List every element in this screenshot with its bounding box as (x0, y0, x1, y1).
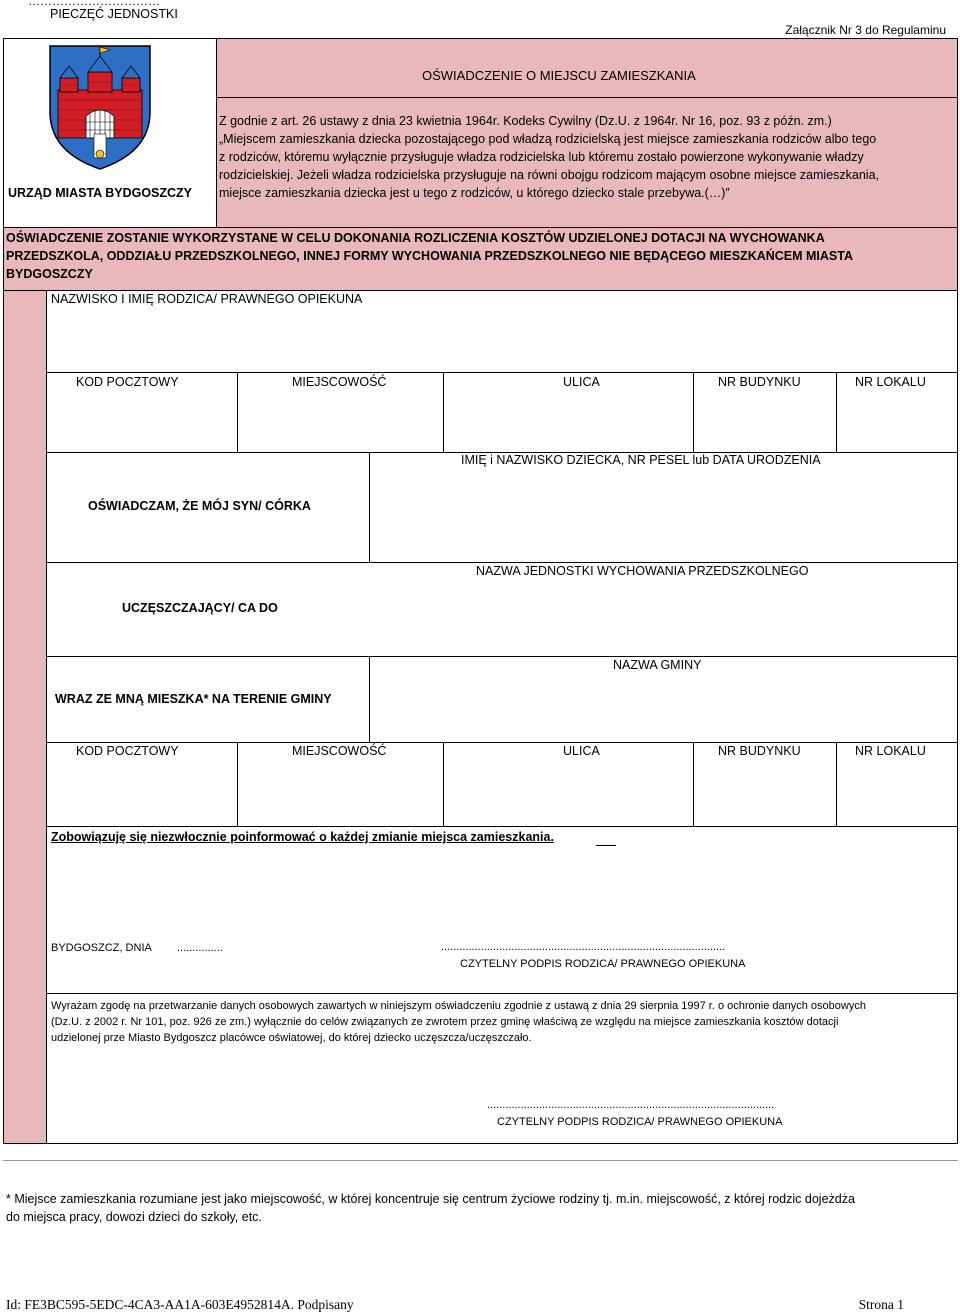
locality-input[interactable] (238, 392, 443, 451)
signature-line[interactable]: ............................................................................................. (441, 941, 726, 953)
street-label: ULICA (563, 744, 600, 758)
purpose-line: PRZEDSZKOLA, ODDZIAŁU PRZEDSZKOLNEGO, INNEJ FORMY WYCHOWANIA PRZEDSZKOLNEGO NIE BĘDĄCEGO MIESZKAŃCEM MIASTA (6, 249, 854, 263)
apartment-number-input-2[interactable] (837, 762, 956, 825)
legal-basis-line: Z godnie z art. 26 ustawy z dnia 23 kwietnia 1964r. Kodeks Cywilny (Dz.U. z 1964r. Nr 16, poz. 93 z późn. zm.) (219, 114, 832, 128)
commune-name-input[interactable] (370, 676, 956, 741)
institution-name-label: NAZWA JEDNOSTKI WYCHOWANIA PRZEDSZKOLNEGO (476, 564, 809, 578)
postal-code-label: KOD POCZTOWY (76, 744, 179, 758)
apartment-number-label: NR LOKALU (855, 744, 926, 758)
signature-label: CZYTELNY PODPIS RODZICA/ PRAWNEGO OPIEKUNA (460, 958, 746, 970)
legal-basis-line: rodzicielskiej. Jeżeli władza rodzicielska przysługuje na równi obojgu rodzicom mającym osobne miejsce zamieszkania, (219, 168, 880, 182)
building-number-label: NR BUDYNKU (718, 744, 801, 758)
purpose-line: BYDGOSZCZY (6, 267, 93, 281)
office-name: URZĄD MIASTA BYDGOSZCZY (8, 186, 193, 200)
left-margin-strip (4, 291, 46, 1143)
apartment-number-label: NR LOKALU (855, 375, 926, 389)
street-label: ULICA (563, 375, 600, 389)
building-number-input[interactable] (694, 392, 836, 451)
building-number-input-2[interactable] (694, 762, 836, 825)
place-date-label: BYDGOSZCZ, DNIA (51, 942, 152, 954)
consent-line: (Dz.U. z 2002 r. Nr 101, poz. 926 ze zm.) wyłącznie do celów związanych ze zwrotem przez gminę właściwą ze względu na miejsce zamieszkania kosztów dotacji (51, 1016, 839, 1028)
commune-name-label: NAZWA GMINY (613, 658, 702, 672)
child-name-input[interactable] (370, 472, 956, 561)
consent-line: udzielonej prze Miasto Bydgoszcz placówce oświatowej, do której dziecko uczęszcza/uczęszczało. (51, 1032, 532, 1044)
document-id: Id: FE3BC595-5EDC-4CA3-AA1A-603E4952814A. Podpisany (6, 1297, 354, 1312)
postal-code-label: KOD POCZTOWY (76, 375, 179, 389)
locality-label: MIEJSCOWOŚĆ (292, 744, 387, 758)
date-dots[interactable]: ............... (177, 942, 223, 954)
institution-name-input[interactable] (370, 584, 956, 655)
attachment-note: Załącznik Nr 3 do Regulaminu (785, 23, 946, 37)
purpose-line: OŚWIADCZENIE ZOSTANIE WYKORZYSTANE W CELU DOKONANIA ROZLICZENIA KOSZTÓW UDZIELONEJ DOTACJI NA WYCHOWANKA (6, 231, 825, 245)
lives-with-me-label: WRAZ ZE MNĄ MIESZKA* NA TERENIE GMINY (55, 692, 332, 706)
apartment-number-input[interactable] (837, 392, 956, 451)
consent-line: Wyrażam zgodę na przetwarzanie danych osobowych zawartych w niniejszym oświadczeniu zgodnie z ustawą z dnia 29 sierpnia 1997 r. o ochronie danych osobowych (51, 1000, 866, 1012)
locality-label: MIEJSCOWOŚĆ (292, 375, 387, 389)
child-name-label: IMIĘ i NAZWISKO DZIECKA, NR PESEL lub DATA URODZENIA (461, 453, 821, 467)
form-title: OŚWIADCZENIE O MIEJSCU ZAMIESZKANIA (422, 68, 696, 83)
footnote-line: * Miejsce zamieszkania rozumiane jest jako miejscowość, w której koncentruje się centrum życiowe rodziny tj. m.in. miejscowość, z której rodzic dojeżdża (6, 1192, 855, 1206)
legal-basis-line: z rodziców, któremu wyłącznie przysługuje władza rodzicielska lub któremu zostało powierzone wykonywanie władzy (219, 150, 864, 164)
consent-signature-label: CZYTELNY PODPIS RODZICA/ PRAWNEGO OPIEKUNA (497, 1116, 783, 1128)
obligation-statement: Zobowiązuję się niezwłocznie poinformować o każdej zmianie miejsca zamieszkania. (51, 830, 554, 844)
stamp-dots: …………………………… (28, 0, 160, 8)
stamp-label: PIECZĘĆ JEDNOSTKI (50, 7, 178, 21)
legal-basis-line: miejsce zamieszkania dziecka jest u tego z rodziców, u którego dziecko stale przebywa.(…)” (219, 186, 730, 200)
parent-name-input[interactable] (47, 310, 956, 372)
footnote-line: do miejsca pracy, dowozi dzieci do szkoły, etc. (6, 1210, 262, 1224)
postal-code-input[interactable] (47, 392, 237, 451)
postal-code-input-2[interactable] (47, 762, 237, 825)
attending-label: UCZĘSZCZAJĄCY/ CA DO (122, 601, 278, 615)
bydgoszcz-coat-of-arms (46, 42, 154, 172)
declare-label: OŚWIADCZAM, ŻE MÓJ SYN/ CÓRKA (88, 499, 311, 513)
legal-basis-line: „Miejscem zamieszkania dziecka pozostającego pod władzą rodzicielską jest miejsce zamieszkania rodziców albo tego (219, 132, 877, 146)
parent-name-label: NAZWISKO I IMIĘ RODZICA/ PRAWNEGO OPIEKUNA (51, 292, 363, 306)
street-input-2[interactable] (444, 762, 693, 825)
page-number: Strona 1 (858, 1297, 904, 1312)
consent-signature-line[interactable]: .............................................................................................. (487, 1099, 775, 1111)
locality-input-2[interactable] (238, 762, 443, 825)
building-number-label: NR BUDYNKU (718, 375, 801, 389)
street-input[interactable] (444, 392, 693, 451)
